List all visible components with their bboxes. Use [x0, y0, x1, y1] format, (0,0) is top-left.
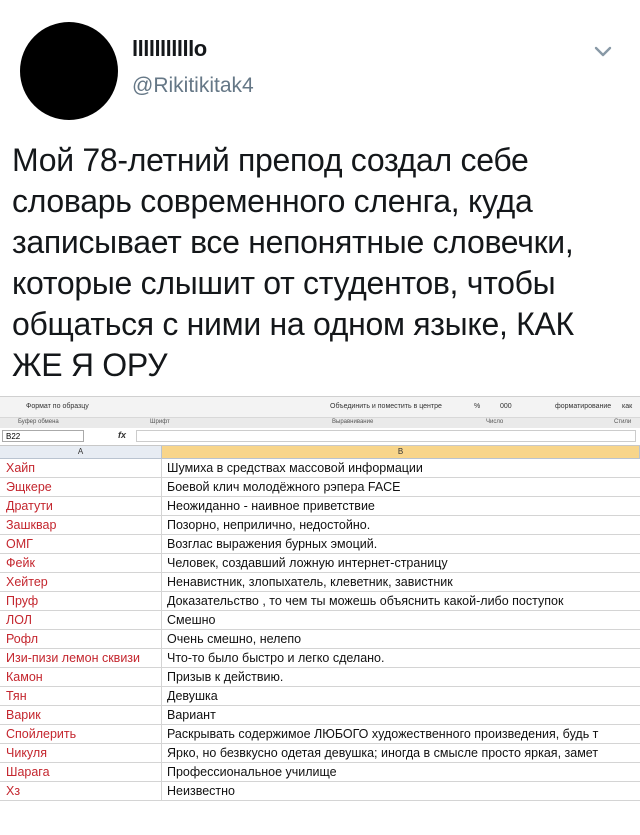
term-cell[interactable]: Рофл	[0, 630, 162, 648]
term-cell[interactable]: Хз	[0, 782, 162, 800]
table-row	[0, 516, 640, 535]
table-row	[0, 592, 640, 611]
definition-cell[interactable]: Неожиданно - наивное приветствие	[167, 499, 375, 513]
term-cell[interactable]: Фейк	[0, 554, 162, 572]
table-row	[0, 478, 640, 497]
merge-center-button[interactable]: Объединить и поместить в центре	[330, 403, 442, 410]
term-cell[interactable]: Тян	[0, 687, 162, 705]
ribbon	[0, 397, 640, 417]
definition-cell[interactable]: Ненавистник, злопыхатель, клеветник, завистник	[167, 575, 453, 589]
avatar[interactable]	[20, 22, 118, 120]
table-row	[0, 554, 640, 573]
table-row	[0, 611, 640, 630]
term-cell[interactable]: Изи-пизи лемон сквизи	[0, 649, 162, 667]
table-row	[0, 497, 640, 516]
display-name[interactable]: lllllllllllo	[132, 36, 207, 61]
chevron-down-icon[interactable]	[592, 40, 614, 62]
table-row	[0, 782, 640, 801]
table-row	[0, 744, 640, 763]
group-font: Шрифт	[150, 419, 170, 425]
term-cell[interactable]: Варик	[0, 706, 162, 724]
term-cell[interactable]: Пруф	[0, 592, 162, 610]
definition-cell[interactable]: Призыв к действию.	[167, 670, 284, 684]
table-row	[0, 668, 640, 687]
tweet-text: Мой 78-летний препод создал себе словарь современного сленга, куда записывает все непонятные словечки, которые слышит от студентов, чтобы общаться с ними на одном языке, КАК ЖЕ Я ОРУ	[12, 142, 574, 383]
term-cell[interactable]: Зашквар	[0, 516, 162, 534]
term-cell[interactable]: Чикуля	[0, 744, 162, 762]
sheet-grid	[0, 459, 640, 801]
user-handle[interactable]: @Rikitikitak4	[132, 74, 254, 97]
term-cell[interactable]: Спойлерить	[0, 725, 162, 743]
group-number: Число	[486, 419, 504, 425]
definition-cell[interactable]: Неизвестно	[167, 784, 235, 798]
table-row	[0, 459, 640, 478]
excel-screenshot	[0, 396, 640, 835]
definition-cell[interactable]: Девушка	[167, 689, 218, 703]
term-cell[interactable]: Шарага	[0, 763, 162, 781]
definition-cell[interactable]: Боевой клич молодёжного рэпера FACE	[167, 480, 401, 494]
formula-bar	[0, 428, 640, 446]
definition-cell[interactable]: Ярко, но безвкусно одетая девушка; иногда в смысле просто яркая, замет	[167, 746, 599, 760]
term-cell[interactable]: Хайп	[0, 459, 162, 477]
format-as-table-button[interactable]: как	[622, 403, 633, 410]
definition-cell[interactable]: Что-то было быстро и легко сделано.	[167, 651, 385, 665]
definition-cell[interactable]: Смешно	[167, 613, 216, 627]
table-row	[0, 573, 640, 592]
definition-cell[interactable]: Профессиональное училище	[167, 765, 337, 779]
definition-cell[interactable]: Очень смешно, нелепо	[167, 632, 302, 646]
conditional-format-button[interactable]: форматирование	[555, 403, 612, 410]
term-cell[interactable]: ЛОЛ	[0, 611, 162, 629]
name-box[interactable]: B22	[2, 430, 84, 442]
definition-cell[interactable]: Позорно, неприлично, недостойно.	[167, 518, 371, 532]
percent-button[interactable]: %	[474, 403, 481, 410]
definition-cell[interactable]: Доказательство , то чем ты можешь объяснить какой-либо поступок	[167, 594, 564, 608]
term-cell[interactable]: Эщкере	[0, 478, 162, 496]
group-alignment: Выравнивание	[332, 419, 374, 425]
term-cell[interactable]: Камон	[0, 668, 162, 686]
fx-icon[interactable]: fx	[118, 430, 127, 440]
definition-cell[interactable]: Возглас выражения бурных эмоций.	[167, 537, 378, 551]
thousands-button[interactable]: 000	[500, 403, 512, 410]
table-row	[0, 725, 640, 744]
table-row	[0, 763, 640, 782]
table-row	[0, 535, 640, 554]
table-row	[0, 706, 640, 725]
term-cell[interactable]: Дратути	[0, 497, 162, 515]
column-headers	[0, 446, 640, 459]
formula-input[interactable]	[136, 430, 636, 442]
group-clipboard: Буфер обмена	[18, 419, 59, 425]
column-header-a[interactable]: A	[0, 446, 162, 458]
format-painter-button[interactable]: Формат по образцу	[26, 403, 89, 410]
table-row	[0, 687, 640, 706]
term-cell[interactable]: Хейтер	[0, 573, 162, 591]
definition-cell[interactable]: Человек, создавший ложную интернет-страницу	[167, 556, 448, 570]
definition-cell[interactable]: Шумиха в средствах массовой информации	[167, 461, 423, 475]
term-cell[interactable]: ОМГ	[0, 535, 162, 553]
table-row	[0, 630, 640, 649]
definition-cell[interactable]: Раскрывать содержимое ЛЮБОГО художественного произведения, будь т	[167, 727, 599, 741]
group-styles: Стили	[614, 419, 632, 425]
column-header-b[interactable]: B	[162, 446, 640, 458]
table-row	[0, 649, 640, 668]
definition-cell[interactable]: Вариант	[167, 708, 216, 722]
